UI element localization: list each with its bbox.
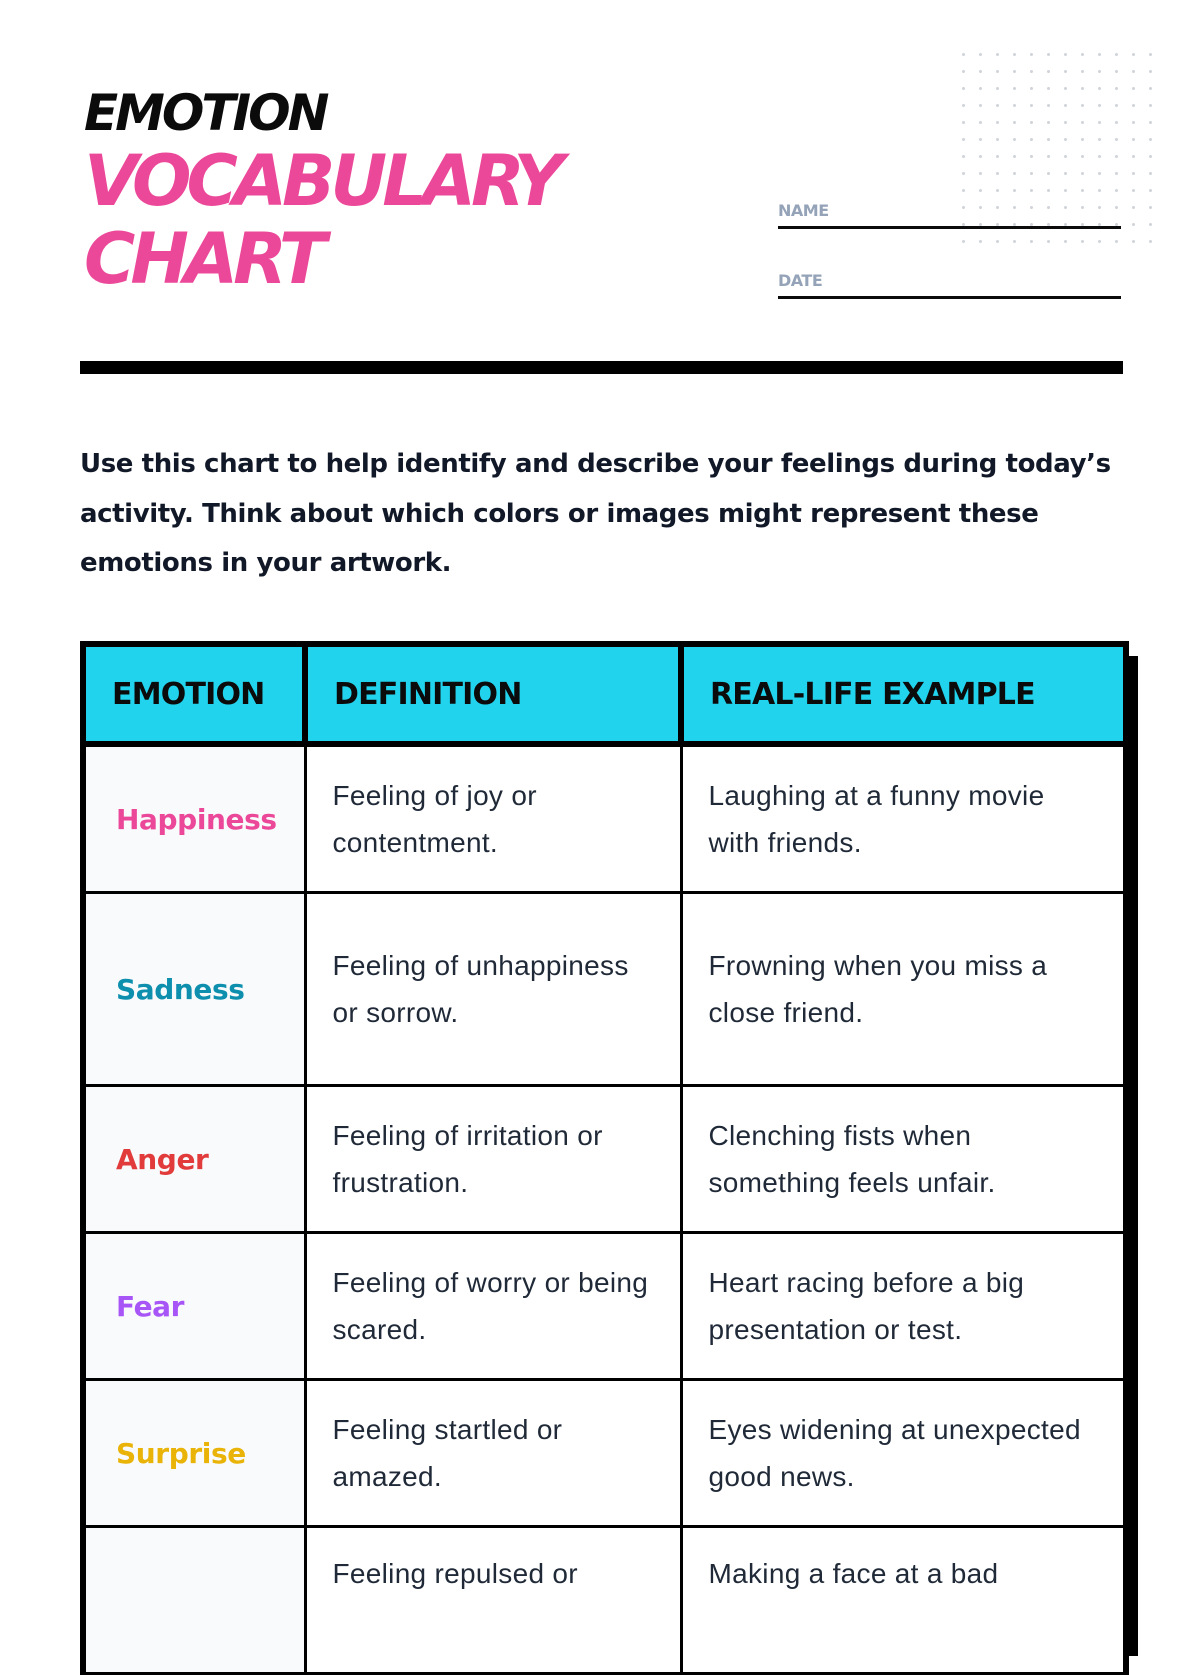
table-row (83, 1086, 1126, 1233)
emotion-cell: Fear (83, 1233, 305, 1380)
emotion-table-container (80, 641, 1123, 1641)
emotion-cell: Surprise (83, 1380, 305, 1527)
example-cell: Making a face at a bad (681, 1527, 1126, 1674)
table-row (83, 744, 1126, 893)
intro-text: Use this chart to help identify and describe your feelings during today’s activity. Think about which colors or images might represent these emotions in your artwork. (80, 449, 1111, 578)
date-line (778, 296, 1121, 299)
table-row (83, 1527, 1126, 1674)
definition-cell: Feeling repulsed or (305, 1527, 681, 1674)
header-divider (80, 361, 1123, 374)
header-emotion: EMOTION (83, 644, 305, 744)
definition-cell: Feeling of joy or contentment. (305, 744, 681, 893)
table-header-row (83, 644, 1126, 744)
emotion-cell (83, 1527, 305, 1674)
definition-cell: Feeling of unhappiness or sorrow. (305, 893, 681, 1086)
definition-cell: Feeling startled or amazed. (305, 1380, 681, 1527)
name-line (778, 226, 1121, 229)
name-field[interactable] (778, 200, 1121, 229)
date-field[interactable] (778, 270, 1121, 299)
title-line-chart: CHART (84, 218, 322, 300)
emotion-cell: Anger (83, 1086, 305, 1233)
title-line-vocabulary: VOCABULARY (84, 140, 560, 222)
table-row (83, 893, 1126, 1086)
table-row (83, 1233, 1126, 1380)
emotion-cell: Happiness (83, 744, 305, 893)
name-label: NAME (778, 201, 829, 220)
example-cell: Eyes widening at unexpected good news. (681, 1380, 1126, 1527)
example-cell: Heart racing before a big presentation or test. (681, 1233, 1126, 1380)
emotion-table (80, 641, 1129, 1675)
header-example: REAL-LIFE EXAMPLE (681, 644, 1126, 744)
example-cell: Laughing at a funny movie with friends. (681, 744, 1126, 893)
example-cell: Frowning when you miss a close friend. (681, 893, 1126, 1086)
definition-cell: Feeling of worry or being scared. (305, 1233, 681, 1380)
header-definition: DEFINITION (305, 644, 681, 744)
definition-cell: Feeling of irritation or frustration. (305, 1086, 681, 1233)
title-line-emotion: EMOTION (84, 84, 327, 142)
example-cell: Clenching fists when something feels unfair. (681, 1086, 1126, 1233)
table-row (83, 1380, 1126, 1527)
page-title (84, 84, 559, 298)
emotion-cell: Sadness (83, 893, 305, 1086)
date-label: DATE (778, 271, 823, 290)
